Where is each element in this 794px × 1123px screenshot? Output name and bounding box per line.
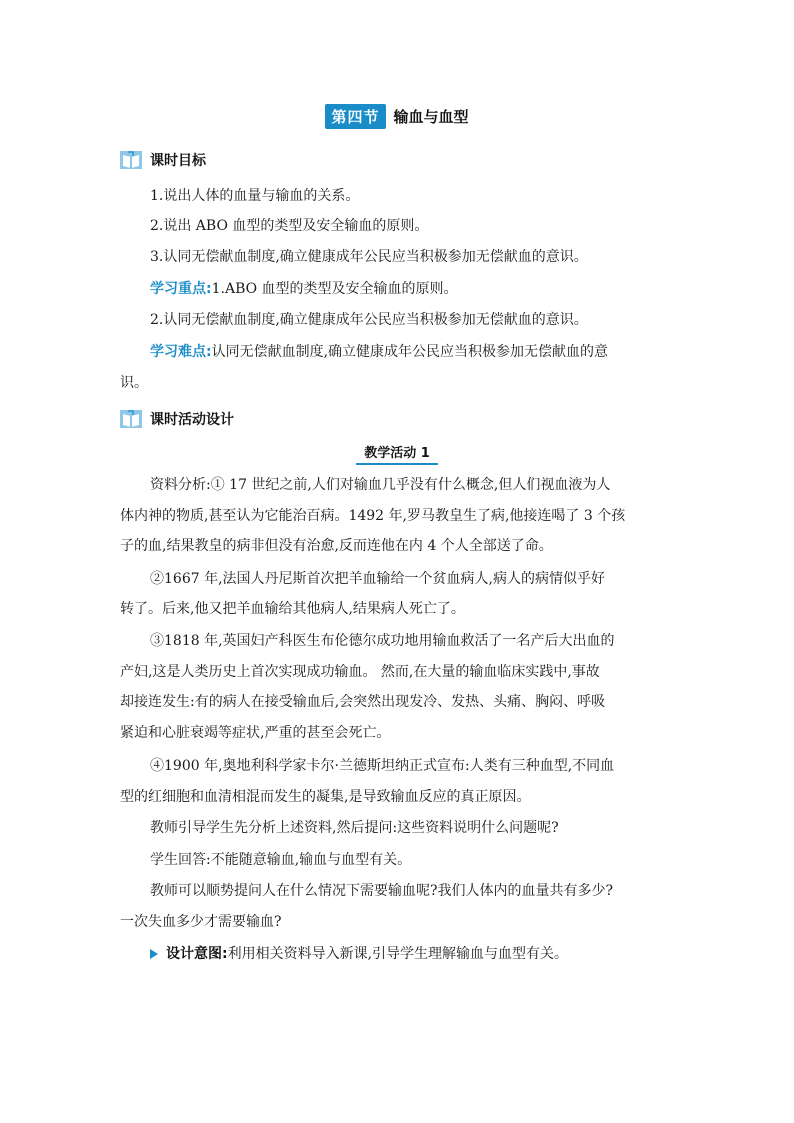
goal-item-1: 1.说出人体的血量与输血的关系。 (150, 188, 360, 204)
design-intent (150, 944, 568, 964)
section-title: 输血与血型 (393, 108, 469, 126)
goal-item-3: 3.认同无偿献血制度,确立健康成年公民应当积极参加无偿献血的意识。 (150, 249, 588, 265)
para2-line-2: 转了。后来,他又把羊血输给其他病人,结果病人死亡了。 (120, 601, 465, 617)
design-intent-text: 利用相关资料导入新课,引导学生理解输血与血型有关。 (227, 946, 569, 962)
key-points-label: 学习重点: (150, 281, 212, 297)
para3-line-4: 紧迫和心脏衰竭等症状,严重的甚至会死亡。 (120, 725, 391, 741)
triangle-bullet-icon (150, 949, 158, 959)
para4-line-2: 型的红细胞和血清相混而发生的凝集,是导致输血反应的真正原因。 (120, 789, 531, 805)
difficulty-line-1 (150, 342, 608, 362)
para4-line-1: ④1900 年,奥地利科学家卡尔·兰德斯坦纳正式宣布:人类有三种血型,不同血 (150, 758, 615, 774)
para1-line-1: 资料分析:① 17 世纪之前,人们对输血几乎没有什么概念,但人们视血液为人 (150, 477, 611, 493)
para7-line-2: 一次失血多少才需要输血? (120, 914, 282, 930)
para1-line-2: 体内神的物质,甚至认为它能治百病。1492 年,罗马教皇生了病,他接连喝了 3 个孩 (120, 508, 626, 524)
book-icon (120, 410, 142, 428)
para5-line: 教师引导学生先分析上述资料,然后提问:这些资料说明什么问题呢? (150, 820, 559, 836)
para2-line-1: ②1667 年,法国人丹尼斯首次把羊血输给一个贫血病人,病人的病情似乎好 (150, 571, 605, 587)
para3-line-1: ③1818 年,英国妇产科医生布伦德尔成功地用输血救活了一名产后大出血的 (150, 633, 615, 649)
para3-line-2: 产妇,这是人类历史上首次实现成功输血。 然而,在大量的输血临床实践中,事故 (120, 664, 600, 680)
difficulty-label: 学习难点: (150, 344, 212, 360)
goals-heading (120, 150, 206, 170)
book-icon (120, 151, 142, 169)
key-points-line-1 (150, 279, 458, 299)
para3-line-3: 却接连发生:有的病人在接受输血后,会突然出现发冷、发热、头痛、胸闷、呼吸 (120, 694, 606, 710)
section-badge: 第四节 (325, 104, 385, 129)
goal-item-2: 2.说出 ABO 血型的类型及安全输血的原则。 (150, 218, 429, 234)
para7-line-1: 教师可以顺势提问人在什么情况下需要输血呢?我们人体内的血量共有多少? (150, 883, 614, 899)
design-intent-label: 设计意图: (166, 946, 228, 962)
activity-title (0, 442, 794, 465)
para6-line: 学生回答:不能随意输血,输血与血型有关。 (150, 852, 412, 868)
design-heading (120, 409, 234, 429)
difficulty-text: 认同无偿献血制度,确立健康成年公民应当积极参加无偿献血的意 (211, 344, 609, 360)
section-title-row (0, 104, 794, 129)
key-points-line-2: 2.认同无偿献血制度,确立健康成年公民应当积极参加无偿献血的意识。 (150, 312, 588, 328)
goals-heading-text: 课时目标 (150, 153, 206, 169)
difficulty-line-2: 识。 (120, 375, 148, 391)
key-points-text: 1.ABO 血型的类型及安全输血的原则。 (211, 281, 458, 297)
para1-line-3: 子的血,结果教皇的病非但没有治愈,反而连他在内 4 个人全部送了命。 (120, 538, 553, 554)
design-heading-text: 课时活动设计 (150, 412, 234, 428)
activity-title-text: 教学活动 1 (356, 442, 438, 465)
